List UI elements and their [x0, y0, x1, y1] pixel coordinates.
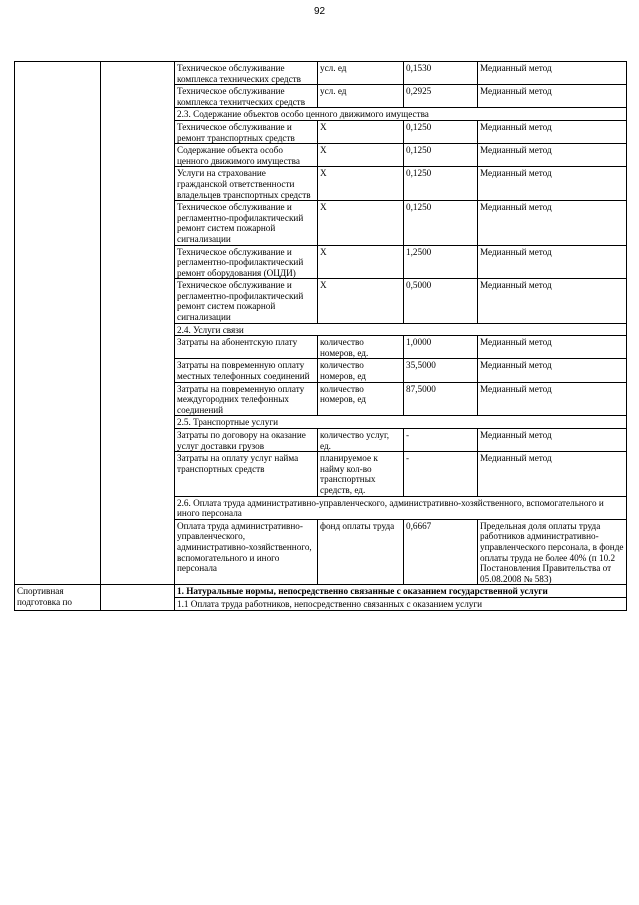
calc-method: Предельная доля оплаты труда работников административно-управленческого персонала, в фонде оплаты труда не более 40% (п 10.2 Постановления Правительства от 05.08.2008 № 583) — [478, 519, 627, 585]
calc-method: Медианный метод — [478, 336, 627, 359]
calc-method: Медианный метод — [478, 382, 627, 416]
cost-name: Услуги на страхование гражданской ответственности владельцев транспортных средств — [175, 167, 318, 201]
labor-subheading: 1.1 Оплата труда работников, непосредственно связанных с оказанием услуги — [175, 597, 627, 610]
norm-value: 1,2500 — [404, 245, 478, 279]
norm-value: 87,5000 — [404, 382, 478, 416]
norm-value: 35,5000 — [404, 359, 478, 382]
norm-value: 1,0000 — [404, 336, 478, 359]
unit: X — [318, 245, 404, 279]
unit: количество номеров, ед — [318, 359, 404, 382]
cost-name: Затраты на оплату услуг найма транспортных средств — [175, 452, 318, 496]
unit: количество номеров, ед. — [318, 336, 404, 359]
cost-name: Затраты на повременную оплату местных телефонных соединений — [175, 359, 318, 382]
unit: количество услуг, ед. — [318, 429, 404, 452]
calc-method: Медианный метод — [478, 201, 627, 245]
code-cell-empty — [101, 62, 175, 585]
norms-table — [14, 61, 627, 611]
unit: количество номеров, ед — [318, 382, 404, 416]
cost-name: Техническое обслуживание комплекса технитческих средств — [175, 85, 318, 108]
unit: X — [318, 120, 404, 143]
natural-norms-heading: 1. Натуральные нормы, непосредственно связанные с оказанием государственной услуги — [175, 585, 627, 598]
cost-name: Содержание объекта особо ценного движимого имущества — [175, 144, 318, 167]
norm-value: 0,1250 — [404, 201, 478, 245]
unit: планируемое к найму кол-во транспортных средств, ед. — [318, 452, 404, 496]
norm-value: 0,5000 — [404, 279, 478, 323]
page-number: 92 — [313, 6, 326, 17]
section-title: 2.4. Услуги связи — [175, 323, 627, 336]
calc-method: Медианный метод — [478, 245, 627, 279]
calc-method: Медианный метод — [478, 359, 627, 382]
calc-method: Медианный метод — [478, 85, 627, 108]
unit: фонд оплаты труда — [318, 519, 404, 585]
norm-value: 0,1250 — [404, 120, 478, 143]
service-name: Спортивная подготовка по — [15, 585, 101, 610]
unit: X — [318, 167, 404, 201]
unit: X — [318, 144, 404, 167]
norm-value: 0,2925 — [404, 85, 478, 108]
cost-name: Оплата труда административно-управленческого, административно-хозяйственного, вспомогательного и иного персонала — [175, 519, 318, 585]
unit: усл. ед — [318, 62, 404, 85]
service-heading-row — [15, 585, 627, 598]
cost-name: Техническое обслуживание комплекса технических средств — [175, 62, 318, 85]
cost-name: Затраты на абонентскую плату — [175, 336, 318, 359]
cost-name: Техническое обслуживание и регламентно-профилактический ремонт систем пожарной сигнализации — [175, 279, 318, 323]
calc-method: Медианный метод — [478, 144, 627, 167]
norm-value: - — [404, 452, 478, 496]
cost-name: Затраты на повременную оплату междугородних телефонных соединений — [175, 382, 318, 416]
section-title: 2.3. Содержание объектов особо ценного движимого имущества — [175, 108, 627, 121]
norm-value: 0,1250 — [404, 144, 478, 167]
calc-method: Медианный метод — [478, 167, 627, 201]
calc-method: Медианный метод — [478, 120, 627, 143]
cost-name: Затраты по договору на оказание услуг доставки грузов — [175, 429, 318, 452]
calc-method: Медианный метод — [478, 62, 627, 85]
cost-name: Техническое обслуживание и ремонт транспортных средств — [175, 120, 318, 143]
section-title: 2.6. Оплата труда административно-управленческого, административно-хозяйственного, вспомогательного и иного персонала — [175, 496, 627, 519]
unit: X — [318, 201, 404, 245]
unit: усл. ед — [318, 85, 404, 108]
service-cell-empty — [15, 62, 101, 585]
calc-method: Медианный метод — [478, 429, 627, 452]
table-row — [15, 62, 627, 85]
calc-method: Медианный метод — [478, 452, 627, 496]
norm-value: 0,6667 — [404, 519, 478, 585]
norms-table-body — [15, 62, 627, 611]
norm-value: 0,1530 — [404, 62, 478, 85]
cost-name: Техническое обслуживание и регламентно-профилактический ремонт систем пожарной сигнализации — [175, 201, 318, 245]
calc-method: Медианный метод — [478, 279, 627, 323]
service-code-empty — [101, 585, 175, 610]
section-title: 2.5. Транспортные услуги — [175, 416, 627, 429]
norm-value: 0,1250 — [404, 167, 478, 201]
unit: X — [318, 279, 404, 323]
cost-name: Техническое обслуживание и регламентно-профилактический ремонт оборудования (ОЦДИ) — [175, 245, 318, 279]
norm-value: - — [404, 429, 478, 452]
